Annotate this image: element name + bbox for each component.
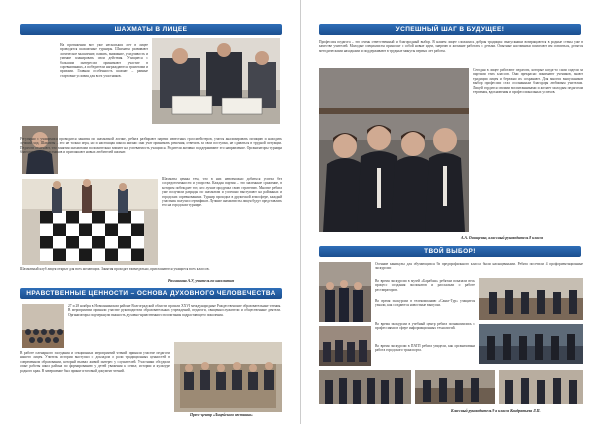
- excursion-photo-2: [319, 326, 371, 366]
- excursion-photo-5: [319, 370, 411, 404]
- chess-intro-text: На протяжении вот уже нескольких лет в лицее проводятся шахматные турниры. Шахматы развивают логическое мышление, память, внимание, усидчивость и умение планировать свои действия. Учащиеся с большим интересом принимают участие в соревнованиях, а победители награждаются грамотами и призами. Главная особенность шахмат – равные стартовые условия для всех участников.: [60, 43, 148, 78]
- excursion-photo-1: [319, 262, 371, 322]
- choice-caption: Классный руководитель 9 а класса Кондратьева Л.П.: [451, 409, 541, 413]
- success-section-title: УСПЕШНЫЙ ШАГ В БУДУЩЕЕ!: [319, 24, 581, 35]
- excursion-photo-7: [499, 370, 583, 404]
- success-body-text: Профессия педагога – это очень ответственный и благородный выбор. В нашем лицее сложилась добрая традиция: выпускники возвращаются в родные стены уже в качестве учителей. Молодые специалисты приносят с собой новые идеи, энергию и желание работать с детьми. Опытные наставники помогают им освоиться, делятся методическими находками и поддерживают в трудные минуты первых лет работы.: [319, 40, 583, 53]
- choice-section-title: ТВОЙ ВЫБОР!: [319, 246, 581, 257]
- moral-caption: Пресс-центр «Лицейского вестника»: [190, 413, 253, 417]
- excursion-photo-3: [479, 278, 583, 320]
- moral-second-text: В работе пленарного заседания и секционных мероприятий чтений приняли участие педагоги нашего лицея. Учитель истории выступил с докладом о роли традиционных ценностей в современном образовании, который вызвал живой интерес у слушателей. Участники обсудили опыт работы школ района по формированию у детей уважения к семье, истории и культуре родного края. В завершение был принят итоговый документ чтений.: [20, 351, 170, 373]
- moral-body-text: 27 и 28 ноября в Новоаннинском районе Волгоградской области прошли XXVI международные Рождественские образовательные чтения. В мероприятии приняли участие руководители образовательных учреждений, педагоги, священнослужители и общественные деятели. Организаторы подчеркнули важность духовно-нравственного воспитания подрастающего поколения.: [68, 304, 281, 317]
- moral-section-title: НРАВСТВЕННЫЕ ЦЕННОСТИ – ОСНОВА ДУХОВНОГО ЧЕЛОВЕЧЕСТВА: [20, 288, 282, 299]
- giant-chessboard-photo: [22, 179, 158, 265]
- chess-body-text: Регулярно с учащимися проводятся занятия по шахматной логике, ребята разбирают партии известных гроссмейстеров, учатся анализировать позицию и находить лучший ход. Шахматы – это не только игра, но и настоящая школа жизни: они учат принимать решения, отвечать за свои поступки, не сдаваться в трудной ситуации. Педагоги отмечают, что занятия шахматами положительно влияют на успеваемость учащихся. Родители активно поддерживают это направление. Организаторы турнира благодарят всех участников и приглашают новых любителей шахмат.: [20, 137, 282, 155]
- chess-section-title: ШАХМАТЫ В ЛИЦЕЕ: [20, 24, 282, 35]
- teachers-group-photo: [319, 68, 469, 232]
- success-caption: А.А. Онищенко, классный руководитель 8 класса: [461, 236, 544, 240]
- choice-intro-text: Осенние каникулы для обучающихся 9а предпрофильного класса были насыщенными. Ребята посетили 4 профориентационные экскурсии:: [375, 262, 583, 271]
- excursion-photo-4: [479, 324, 583, 364]
- success-column-text: Сегодня в лицее работают педагоги, которые когда-то сами сидели за партами этих классов. Они прекрасно понимают учеников, знают традиции лицея и бережно их сохраняют. Для многих выпускников выбор профессии стал осознанным благодаря любимым учителям. Лицей гордится своими воспитанниками и желает молодым педагогам терпения, вдохновения и профессиональных успехов.: [473, 68, 583, 95]
- excursion-photo-6: [415, 370, 495, 404]
- chess-second-column-text: Шахматы ценны тем, что в них невозможно добиться успеха без сосредоточенности и упорства. Каждая партия – это маленькое сражение, в котором побеждает тот, кто лучше продумал свою стратегию. Многие ребята уже получили разряды по шахматам и успешно выступают на районных и городских соревнованиях. Турнир проходил в дружеской атмосфере, каждый участник получил сертификат. Лучшие шахматисты лицея будут представлять его на городском турнире.: [162, 177, 282, 208]
- excursion-item-4: Во время экскурсии в ПАТП ребята увидели, как организована работа городского транспорта.: [375, 344, 475, 353]
- chess-tournament-photo: [152, 38, 280, 124]
- excursion-item-1: Во время экскурсии в музей «Барабаш» ребятам показали весь процесс создания экспонатов и рассказали о работе реставраторов.: [375, 279, 475, 292]
- chess-caption: Рахманина А.У, учитель по шахматам: [168, 279, 235, 283]
- conference-hall-photo: [22, 304, 64, 348]
- excursion-item-2: Во время экскурсии в телекомпанию «Санкт-Тур» учащиеся узнали, как создаются новостные выпуски.: [375, 299, 475, 308]
- chess-bottom-text: Шахматный клуб лицея открыт для всех желающих. Занятия проходят еженедельно, приглашаются учащиеся всех классов.: [20, 267, 210, 271]
- excursion-item-3: Во время экскурсии в учебный центр ребята познакомились с профессиями в сфере информационных технологий.: [375, 322, 475, 331]
- moral-event-photo: [174, 342, 282, 412]
- right-page: [300, 0, 600, 424]
